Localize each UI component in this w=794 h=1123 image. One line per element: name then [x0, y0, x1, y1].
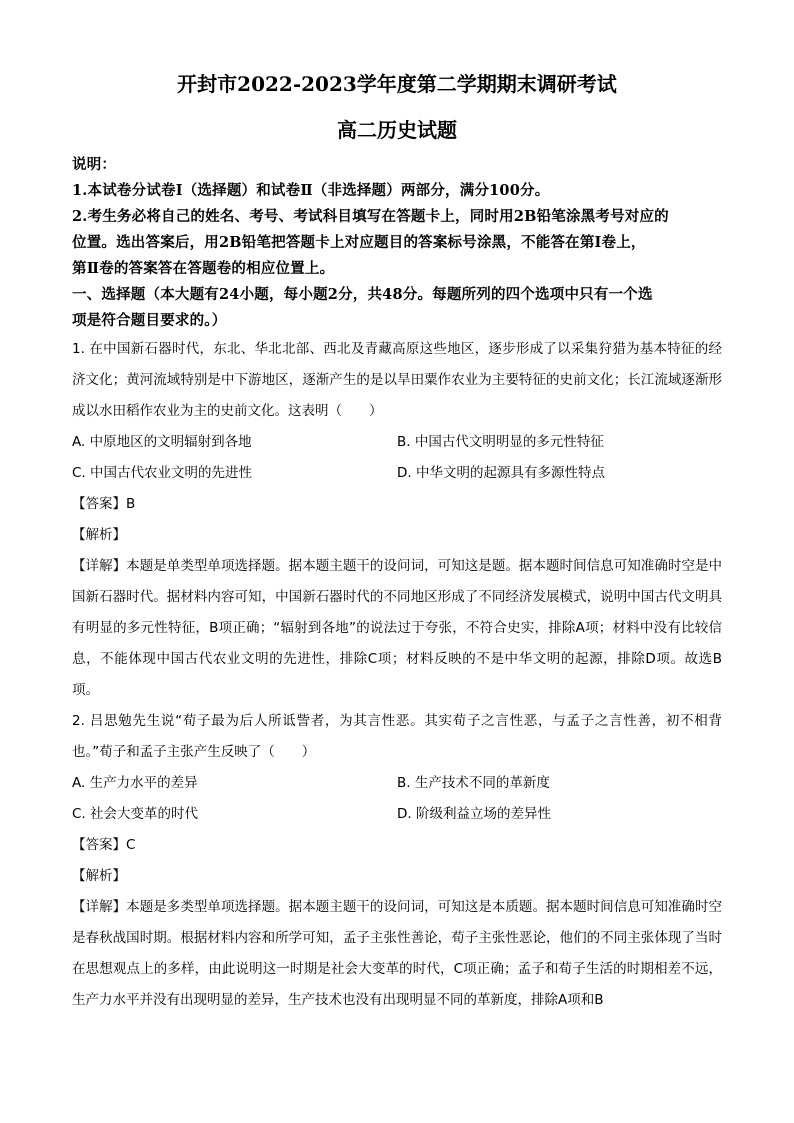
question-1-option-d: D. 中华文明的起源具有多源性特点	[397, 465, 605, 481]
question-1-analysis-label: 【解析】	[72, 527, 126, 543]
question-2-option-d: D. 阶级利益立场的差异性	[397, 806, 551, 822]
question-2	[72, 706, 722, 1016]
instruction-line-2a: 2.考生务必将自己的姓名、考号、考试科目填写在答题卡上，同时用2B铅笔涂黑考号对应的	[72, 208, 669, 225]
question-2-options	[72, 768, 722, 830]
question-1-detail: 【详解】本题是单类型单项选择题。据本题主题干的设问词，可知这是题。据本题时间信息可知准确时空是中国新石器时代。据材料内容可知，中国新石器时代的不同地区形成了不同经济发展模式，说明中国古代文明具有明显的多元性特征，B项正确；“辐射到各地”的说法过于夸张，不符合史实，排除A项；材料中没有比较信息，不能体现中国古代农业文明的先进性，排除C项；材料反映的不是中华文明的起源，排除D项。故选B项。	[72, 558, 722, 698]
exam-title: 开封市2022-2023学年度第二学期期末调研考试	[177, 72, 617, 96]
question-2-analysis-label: 【解析】	[72, 868, 126, 884]
instructions-label: 说明：	[72, 156, 117, 173]
question-1	[72, 334, 722, 706]
question-1-option-c: C. 中国古代农业文明的先进性	[72, 465, 253, 481]
question-1-option-b: B. 中国古代文明明显的多元性特征	[397, 434, 604, 450]
question-2-option-c: C. 社会大变革的时代	[72, 806, 199, 822]
instruction-line-1: 1.本试卷分试卷Ⅰ（选择题）和试卷Ⅱ（非选择题）两部分，满分100分。	[72, 182, 550, 199]
section-heading-line-2: 项是符合题目要求的。）	[72, 312, 227, 329]
question-2-option-b: B. 生产技术不同的革新度	[397, 775, 550, 791]
section-heading-line-1: 一、选择题（本大题有24小题，每小题2分，共48分。每题所列的四个选项中只有一个选	[72, 286, 653, 303]
question-1-option-a: A. 中原地区的文明辐射到各地	[72, 434, 252, 450]
instruction-line-2c: 第Ⅱ卷的答案答在答题卷的相应位置上。	[72, 260, 335, 277]
question-2-answer: 【答案】C	[72, 837, 136, 853]
page-content	[72, 70, 722, 1016]
question-1-stem: 1. 在中国新石器时代，东北、华北北部、西北及青藏高原这些地区，逐步形成了以采集狩猎为基本特征的经济文化；黄河流域特别是中下游地区，逐渐产生的是以旱田粟作农业为主要特征的史前文化；长江流域逐渐形成以水田稻作农业为主的史前文化。这表明（ ）	[72, 341, 722, 419]
instruction-line-2b: 位置。选出答案后，用2B铅笔把答题卡上对应题目的答案标号涂黑，不能答在第Ⅰ卷上，	[72, 234, 646, 251]
question-1-answer: 【答案】B	[72, 496, 136, 512]
exam-subtitle: 高二历史试题	[337, 118, 457, 142]
question-1-options	[72, 427, 722, 489]
question-2-option-a: A. 生产力水平的差异	[72, 775, 198, 791]
question-2-stem: 2. 吕思勉先生说“荀子最为后人所诋訾者，为其言性恶。其实荀子之言性恶，与孟子之言性善，初不相背也。”荀子和孟子主张产生反映了（ ）	[72, 713, 722, 760]
question-2-detail: 【详解】本题是多类型单项选择题。据本题主题干的设问词，可知这是本质题。据本题时间信息可知准确时空是春秋战国时期。根据材料内容和所学可知，孟子主张性善论，荀子主张性恶论，他们的不同主张体现了当时在思想观点上的多样，由此说明这一时期是社会大变革的时代，C项正确；孟子和荀子生活的时期相差不远，生产力水平并没有出现明显的差异，生产技术也没有出现明显不同的革新度，排除A项和B	[72, 899, 722, 1008]
